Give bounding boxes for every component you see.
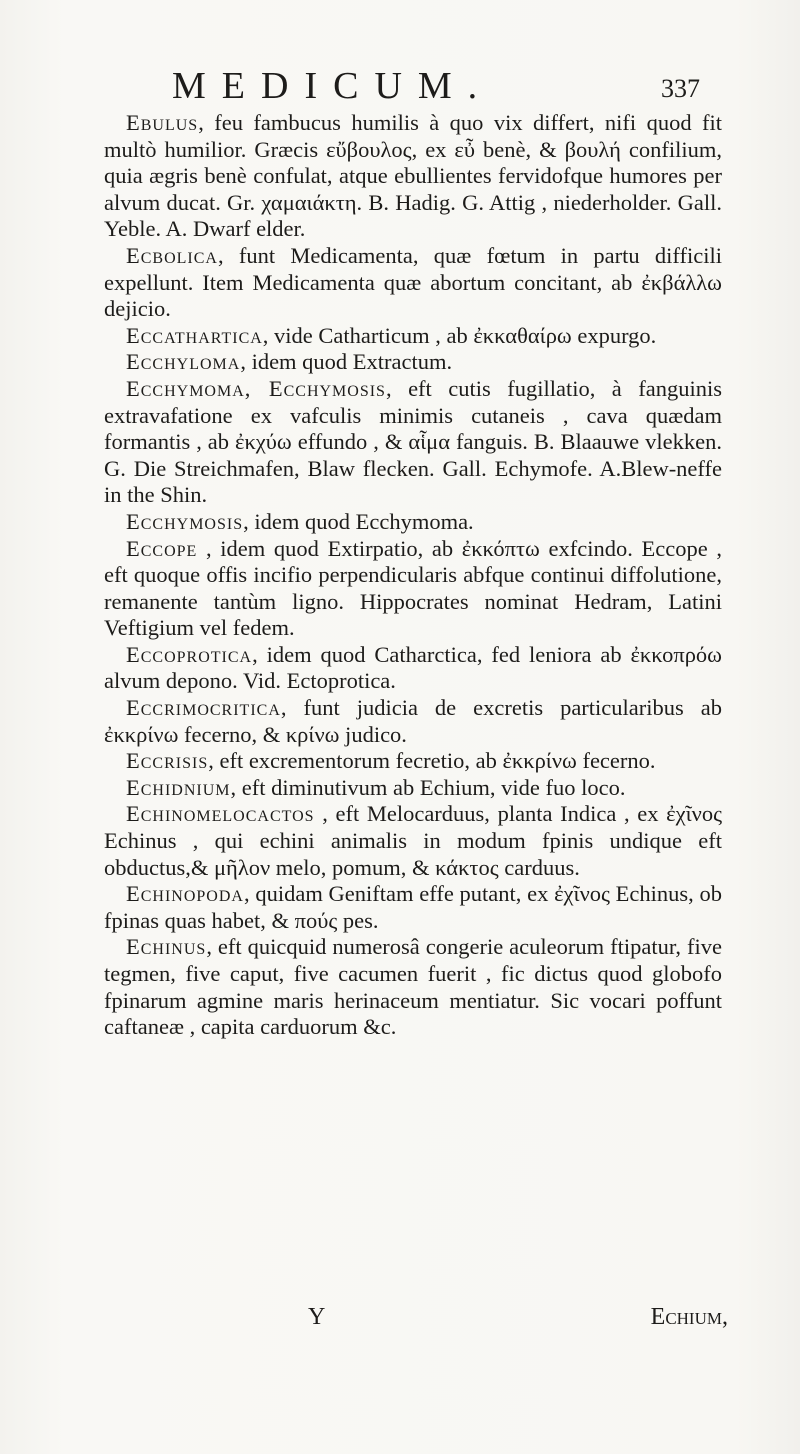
entry-eccope: [104, 536, 722, 642]
entry-eccrisis: [104, 748, 722, 775]
headword: Eccoprotica: [126, 641, 253, 667]
entry-text: , eft Melocarduus, planta Indica , ex ἐχῖνος Echinus , qui echini animalis in modum fpinis undique eft obductus,& μῆλον melo, pomum, & κάκτος carduus.: [104, 801, 722, 880]
running-head: MEDICUM.: [172, 65, 494, 107]
headword: Ecchymosis: [126, 508, 244, 534]
headword: Eccrisis: [126, 748, 209, 774]
headword: Ecchymoma, Ecchymosis: [126, 375, 386, 401]
page-footer: [104, 1304, 728, 1334]
entry-text: , idem quod Ecchymoma.: [243, 508, 474, 534]
entry-text: , idem quod Extractum.: [240, 349, 453, 375]
entry-text: , eft cutis fugillatio, à fanguinis extravafatione ex vafculis minimis cutaneis , cava quædam formantis , ab ἐκχύω effundo , & αἷμα fanguis. B. Blaauwe vlekken. G. Die Streichmafen, Blaw flecken. Gall. Echymofe. A.Blew-neffe in the Shin.: [104, 375, 722, 508]
entry-text: , eft quicquid numerosâ congerie aculeorum ftipatur, five tegmen, five caput, five cacumen fuerit , fic dictus quod globofo fpinarum agmine maris herinaceum mentiatur. Sic vocari poffunt caftaneæ , capita carduorum &c.: [104, 934, 722, 1040]
headword: Echidnium: [126, 774, 231, 800]
entry-ecchyloma: [104, 349, 722, 376]
entry-text: , idem quod Catharctica, fed leniora ab ἐκκοπρόω alvum depono. Vid. Ectoprotica.: [104, 641, 722, 694]
entry-ecchymosis: [104, 509, 722, 536]
headword: Echinus: [126, 934, 207, 960]
page-header: [160, 64, 700, 108]
entry-ecchymoma: [104, 376, 722, 509]
headword: Ecchyloma: [126, 349, 241, 375]
headword: Eccrimocritica: [126, 695, 281, 721]
entry-text: , idem quod Extirpatio, ab ἐκκόπτω exfcindo. Eccope , eft quoque offis incifio perpendicularis abfque continui diffolutione, remanente tantùm ligno. Hippocrates nominat Hedram, Latini Veftigium vel fedem.: [104, 535, 722, 641]
entry-text: , funt Medicamenta, quæ fœtum in partu difficili expellunt. Item Medicamenta quæ abortum concitant, ab ἐκβάλλω dejicio.: [104, 242, 722, 322]
entry-eccoprotica: [104, 642, 722, 695]
entry-echinopoda: [104, 881, 722, 934]
headword: Echinomelocactos: [126, 801, 315, 827]
entry-echinomelocactos: [104, 801, 722, 881]
entry-eccrimocritica: [104, 695, 722, 748]
entry-ecbolica: [104, 243, 722, 323]
signature-mark: Y: [308, 1304, 326, 1330]
entry-text: , eft diminutivum ab Echium, vide fuo loco.: [230, 774, 626, 800]
page-number: 337: [661, 74, 700, 103]
entry-text: , vide Catharticum , ab ἐκκαθαίρω expurgo.: [262, 322, 657, 348]
entry-text: , feu fambucus humilis à quo vix differt, nifi quod fit multò humilior. Græcis εὔβουλος, ex εὖ benè, & βουλή confilium, quia ægris benè confulat, atque ebullientes fervidofque humores per alvum ducat. Gr. χαμαιάκτη. B. Hadig. G. Attig , niederholder. Gall. Yeble. A. Dwarf elder.: [104, 110, 722, 242]
entry-echidnium: [104, 775, 722, 802]
entry-text: , quidam Geniftam effe putant, ex ἐχῖνος Echinus, ob fpinas quas habet, & πούς pes.: [104, 881, 722, 933]
entry-text: , eft excrementorum fecretio, ab ἐκκρίνω fecerno.: [208, 748, 656, 774]
entry-text: , funt judicia de excretis particularibus ab ἐκκρίνω fecerno, & κρίνω judico.: [104, 695, 722, 747]
entry-eccathartica: [104, 323, 722, 350]
dictionary-entries: [104, 110, 722, 1041]
entry-echinus: [104, 934, 722, 1040]
catchword: Echium,: [650, 1304, 728, 1330]
headword: Ebulus: [126, 110, 199, 135]
headword: Echinopoda: [126, 881, 244, 907]
entry-ebulus: [104, 110, 722, 243]
headword: Eccathartica: [126, 322, 263, 348]
headword: Ecbolica: [126, 242, 218, 268]
headword: Eccope: [126, 535, 198, 561]
